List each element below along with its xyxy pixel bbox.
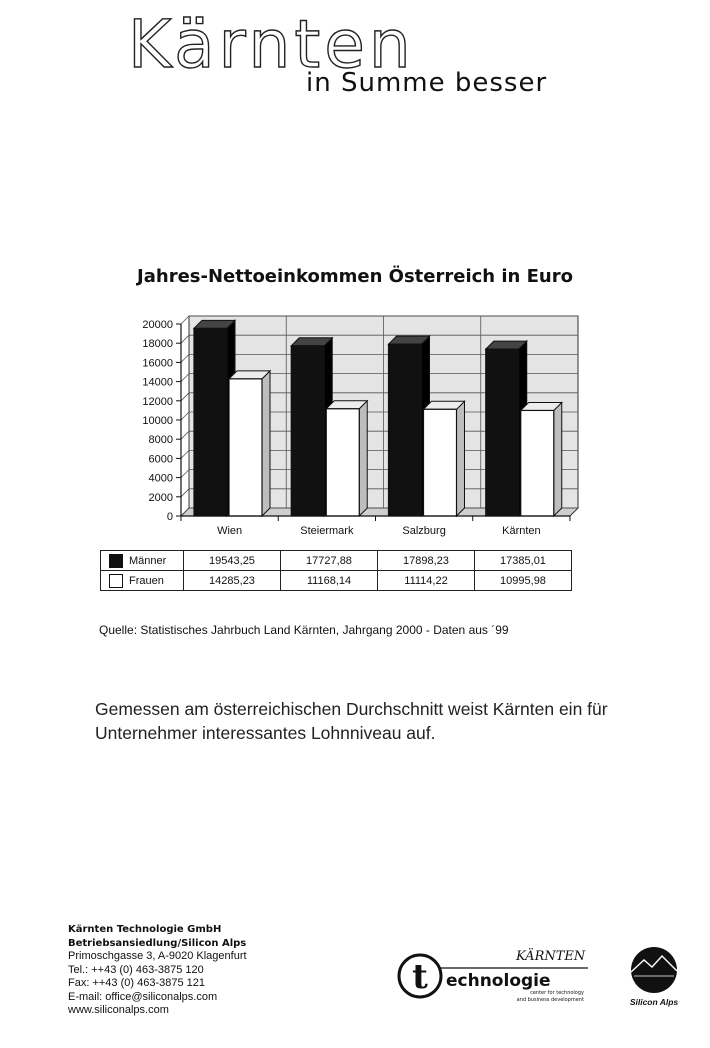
table-cell: 10995,98 xyxy=(475,571,572,591)
bar xyxy=(326,409,359,516)
logo-word-technologie: echnologie xyxy=(446,971,551,991)
legend-label: Frauen xyxy=(129,574,164,587)
bar-top xyxy=(229,371,270,379)
bar-side xyxy=(359,401,367,516)
table-cell: 17385,01 xyxy=(475,551,572,571)
bar-side xyxy=(262,371,270,516)
table-row xyxy=(101,571,572,591)
bar xyxy=(291,346,324,516)
bar-top xyxy=(326,401,367,409)
x-tick-label: Salzburg xyxy=(402,525,446,537)
bar xyxy=(389,344,422,516)
table-cell: 11114,22 xyxy=(378,571,475,591)
table-row xyxy=(101,551,572,571)
legend-swatch-maenner xyxy=(109,554,123,568)
y-tick-label: 18000 xyxy=(142,338,173,351)
bar xyxy=(194,328,227,516)
table-cell: 14285,23 xyxy=(184,571,281,591)
bar-top xyxy=(194,320,235,328)
bar xyxy=(486,349,519,516)
y-tick-label: 8000 xyxy=(148,434,173,447)
bar-top xyxy=(291,338,332,346)
bar-side xyxy=(457,401,465,516)
bar xyxy=(424,409,457,516)
table-cell: 19543,25 xyxy=(184,551,281,571)
y-tick-label: 14000 xyxy=(142,376,173,389)
company-name: Kärnten Technologie GmbH xyxy=(68,924,222,935)
table-cell: 11168,14 xyxy=(281,571,378,591)
y-tick-label: 12000 xyxy=(142,395,173,408)
logo-silicon-alps-text: Silicon Alps xyxy=(629,997,679,1007)
technologie-logo xyxy=(396,940,596,1006)
bar-top xyxy=(389,336,430,344)
chart-data-table xyxy=(100,550,572,591)
bar xyxy=(521,410,554,516)
y-tick-label: 10000 xyxy=(142,415,173,427)
bar-top xyxy=(521,402,562,410)
y-tick-label: 6000 xyxy=(148,453,173,466)
legend-swatch-frauen xyxy=(109,574,123,588)
y-tick-label: 16000 xyxy=(142,357,173,370)
division-name: Betriebsansiedlung/Silicon Alps xyxy=(68,937,247,949)
table-cell: 17727,88 xyxy=(281,551,378,571)
y-tick-label: 20000 xyxy=(142,319,173,331)
contact-block xyxy=(68,923,247,1018)
legend-label: Männer xyxy=(129,554,167,567)
y-tick-label: 2000 xyxy=(148,491,173,504)
legend-cell-maenner xyxy=(101,551,184,571)
silicon-alps-logo xyxy=(622,945,686,1011)
brand-logo-text: Kärnten xyxy=(128,6,415,83)
chart-source: Quelle: Statistisches Jahrbuch Land Kärnten, Jahrgang 2000 - Daten aus ´99 xyxy=(99,623,509,637)
website[interactable]: www.siliconalps.com xyxy=(68,1004,169,1016)
statement-text: Gemessen am österreichischen Durchschnitt weist Kärnten ein für Unternehmer interessantes Lohnniveau auf. xyxy=(95,699,608,743)
address: Primoschgasse 3, A-9020 Klagenfurt xyxy=(68,950,247,962)
logo-subline-2: and business development xyxy=(516,997,584,1003)
logo-script-kaernten: KÄRNTEN xyxy=(516,949,586,964)
legend-cell-frauen xyxy=(101,571,184,591)
bar-top xyxy=(424,401,465,409)
fax: Fax: ++43 (0) 463-3875 121 xyxy=(68,977,205,989)
table-cell: 17898,23 xyxy=(378,551,475,571)
bar xyxy=(229,379,262,516)
x-tick-label: Steiermark xyxy=(300,525,354,537)
logo-subline-1: center for technology xyxy=(530,990,584,996)
phone: Tel.: ++43 (0) 463-3875 120 xyxy=(68,963,204,976)
bar-top xyxy=(486,341,527,349)
email[interactable]: E-mail: office@siliconalps.com xyxy=(68,990,218,1003)
x-tick-label: Wien xyxy=(217,525,243,537)
chart-title: Jahres-Nettoeinkommen Österreich in Euro xyxy=(137,266,573,287)
logo-letter-t: t xyxy=(412,957,428,997)
bar-side xyxy=(554,402,562,516)
x-tick-label: Kärnten xyxy=(502,525,541,537)
y-tick-label: 0 xyxy=(166,511,173,523)
y-tick-label: 4000 xyxy=(148,472,173,485)
tagline: in Summe besser xyxy=(306,68,548,98)
